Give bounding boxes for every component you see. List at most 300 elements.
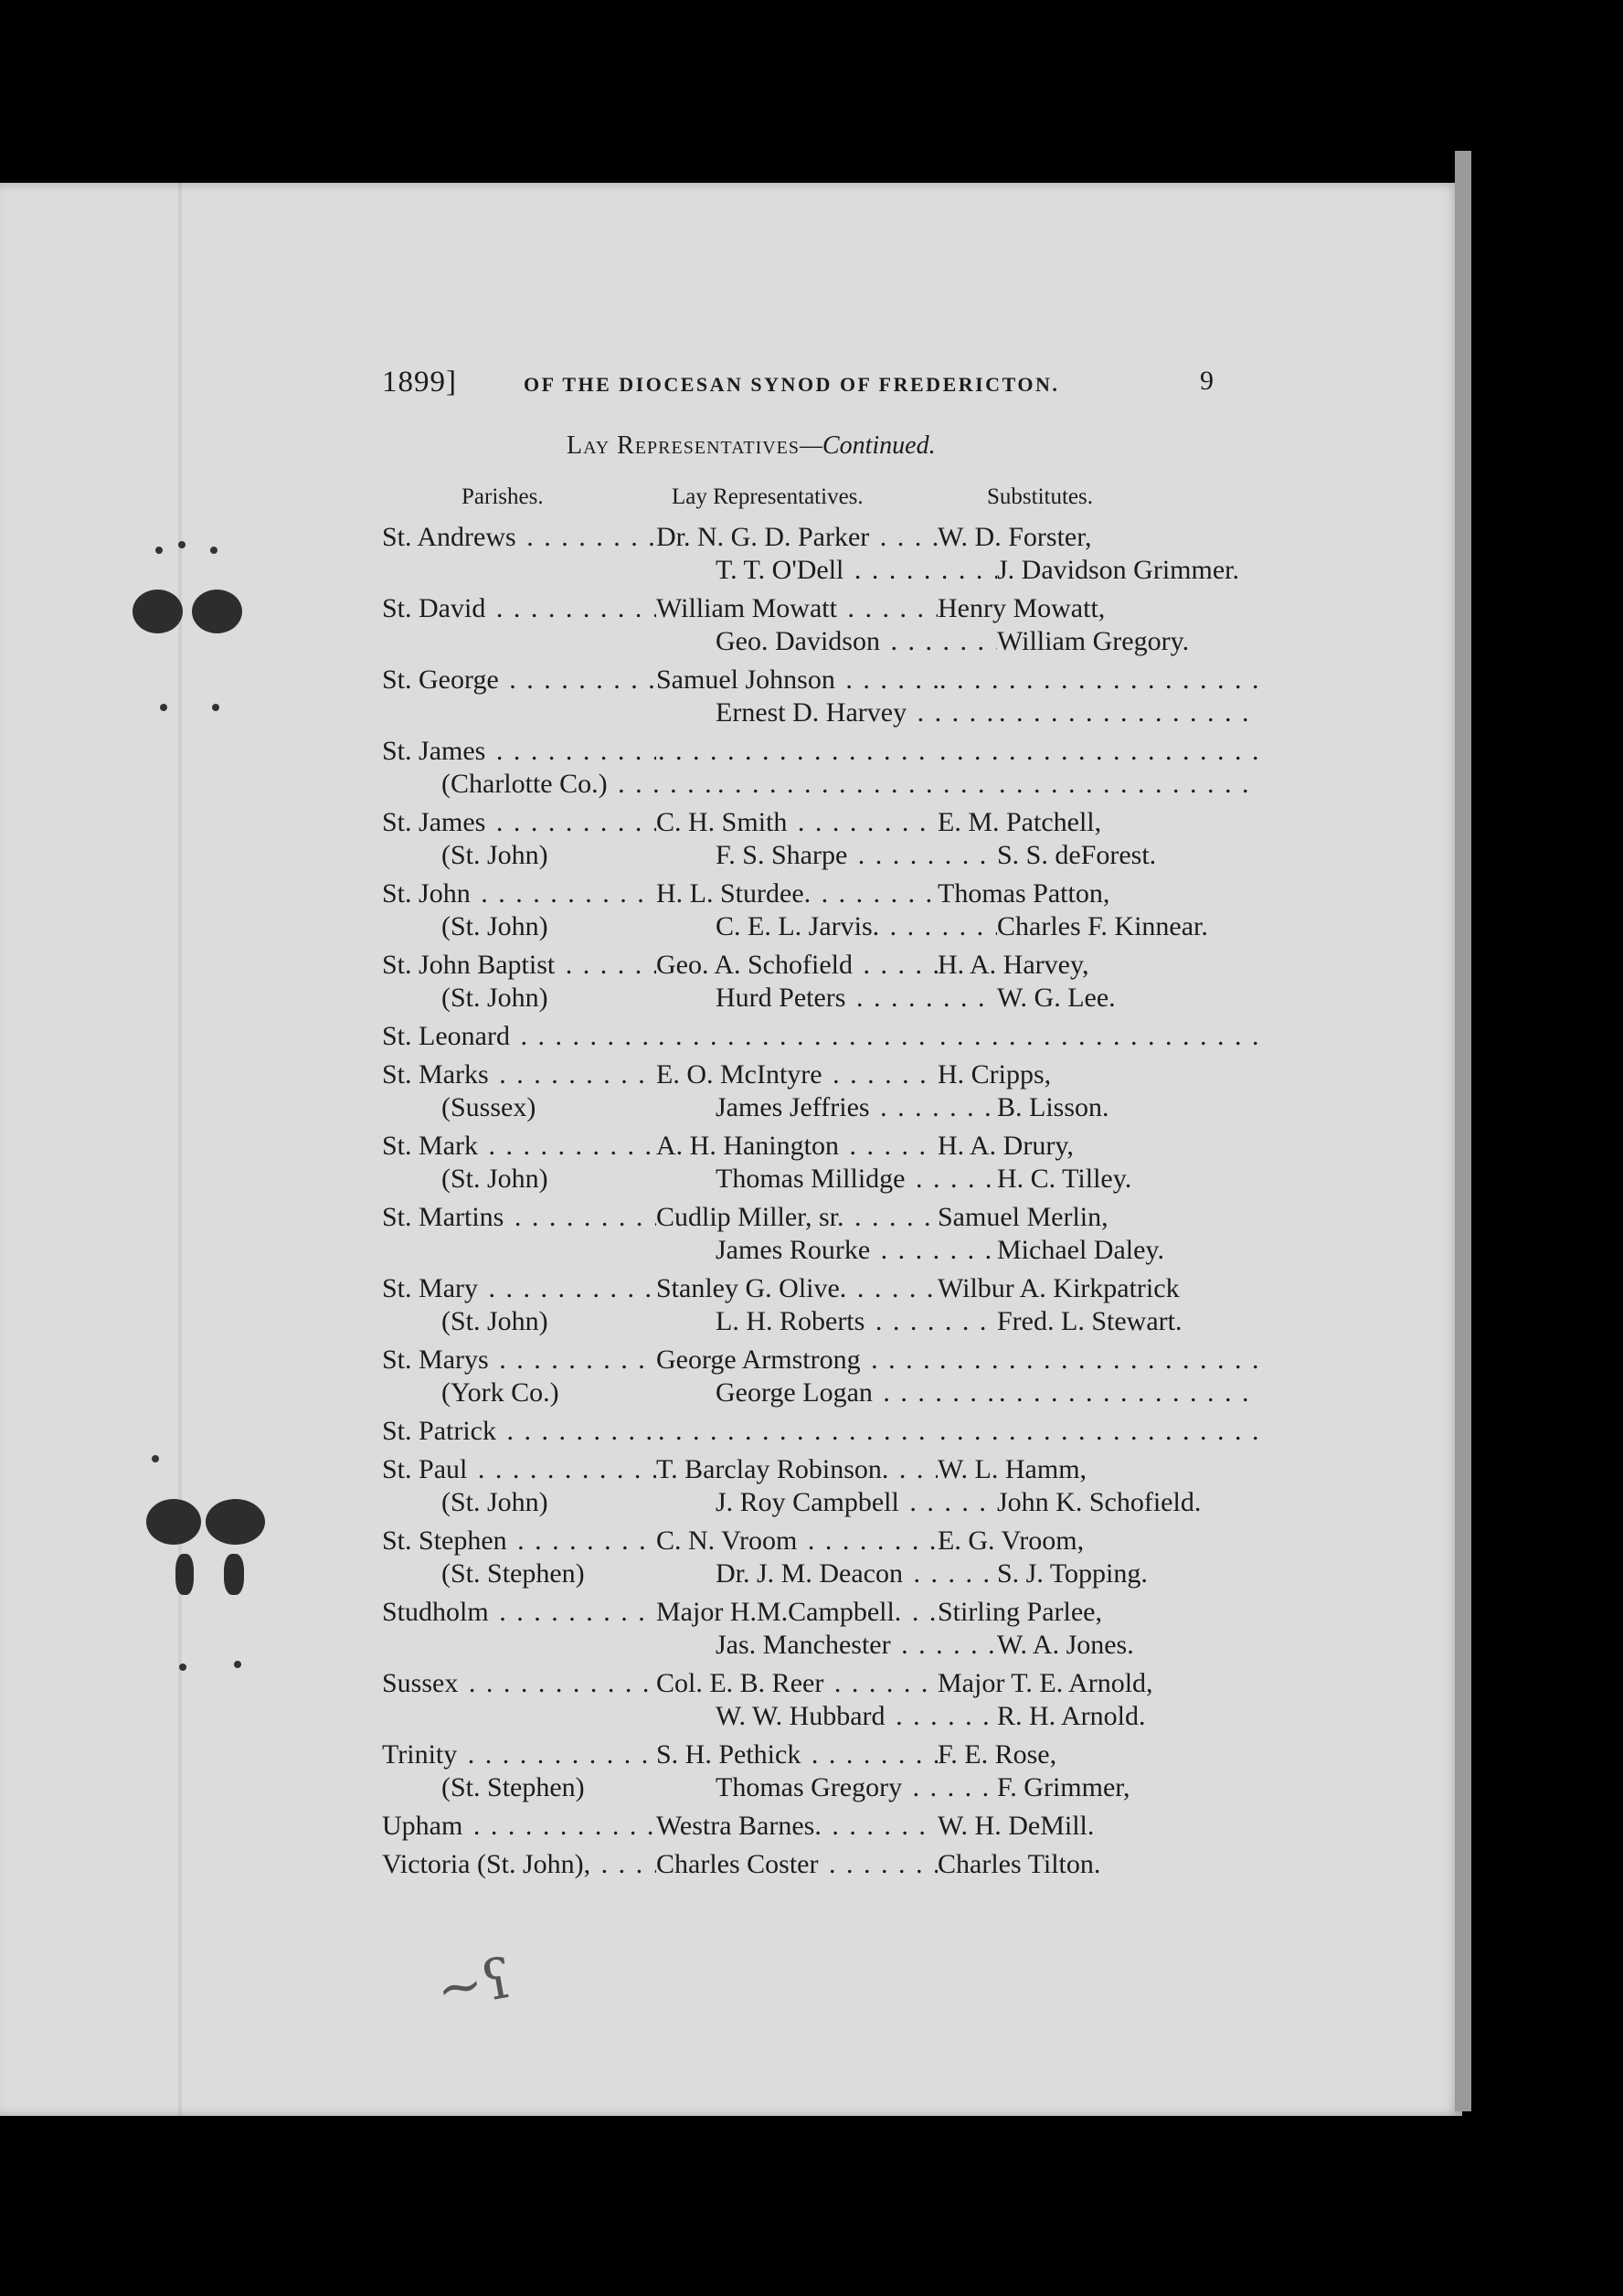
substitute-cell-text: Wilbur A. Kirkpatrick [938, 1273, 1180, 1303]
table-row-line [382, 877, 1259, 910]
table-row-line [382, 521, 1259, 554]
substitute-cell-text [938, 736, 939, 766]
parish-cell [382, 1377, 716, 1409]
substitute-cell-text: R. H. Arnold. [997, 1701, 1146, 1731]
lay-representative-cell [656, 806, 938, 839]
parish-cell-text [441, 697, 443, 728]
lay-representative-cell-text: George Logan [716, 1377, 873, 1408]
substitute-cell [997, 1377, 1259, 1409]
parish-cell-text: St. Patrick [382, 1416, 496, 1446]
table-row-line [382, 1486, 1259, 1519]
parish-cell [382, 1163, 716, 1196]
table-row-line [382, 1771, 1259, 1804]
parish-cell-text: St. James [382, 807, 486, 837]
lay-representative-cell-text: Geo. Davidson [716, 626, 880, 656]
substitute-cell [938, 664, 1259, 696]
lay-representative-cell-text: Stanley G. Olive. [656, 1273, 847, 1303]
substitute-cell-text: Charles F. Kinnear. [997, 911, 1208, 941]
lay-representative-cell [656, 1810, 938, 1843]
parish-cell-text: Victoria (St. John), [382, 1849, 591, 1879]
parish-cell-text: (York Co.) [441, 1377, 559, 1408]
substitute-cell [997, 768, 1259, 801]
lay-representative-cell-text: T. Barclay Robinson. [656, 1454, 889, 1484]
parish-cell-text: St. Mark [382, 1131, 478, 1161]
substitute-cell-text [938, 1345, 939, 1375]
parish-cell [382, 1738, 656, 1771]
lay-representative-cell-text: F. S. Sharpe [716, 840, 848, 870]
lay-representative-cell [656, 1201, 938, 1234]
column-header-substitutes: Substitutes. [987, 484, 1093, 509]
lay-representative-cell-text [716, 769, 717, 799]
substitute-cell-text: H. A. Drury, [938, 1131, 1074, 1161]
page-edge [1455, 151, 1471, 2111]
substitute-cell [997, 696, 1259, 729]
table-row-line [382, 806, 1259, 839]
parish-cell-text: St. Martins [382, 1202, 504, 1232]
table-row-line [382, 1415, 1259, 1448]
parish-cell-text: Sussex [382, 1668, 459, 1698]
lay-representative-cell-text: Col. E. B. Reer [656, 1668, 824, 1698]
parish-cell-text: (St. John) [441, 911, 548, 941]
lay-representative-cell [656, 1596, 938, 1629]
parish-cell [382, 735, 656, 768]
substitute-cell [997, 1557, 1259, 1590]
table-row-line [382, 839, 1259, 872]
lay-representative-cell [656, 592, 938, 625]
parish-cell-text [441, 555, 443, 585]
lay-representative-cell [656, 521, 938, 554]
ink-blot [146, 1499, 201, 1545]
lay-representative-cell-text: H. L. Sturdee. [656, 878, 812, 909]
parish-cell-text: St. Stephen [382, 1525, 507, 1556]
substitute-cell [938, 1738, 1259, 1771]
ink-dot [152, 1455, 159, 1462]
representatives-table [382, 521, 1259, 1887]
ink-blot [192, 590, 242, 633]
lay-representative-cell [716, 982, 997, 1015]
parish-cell-text [441, 1235, 443, 1265]
ink-blot [133, 590, 183, 633]
parish-cell-text: St. John Baptist [382, 950, 556, 980]
substitute-cell [997, 1771, 1259, 1804]
lay-representative-cell-text: Ernest D. Harvey [716, 697, 907, 728]
substitute-cell-text: H. Cripps, [938, 1059, 1052, 1090]
parish-cell [382, 982, 716, 1015]
parish-cell [382, 1091, 716, 1124]
lay-representative-cell [656, 1058, 938, 1091]
parish-cell [382, 877, 656, 910]
substitute-cell-text: S. S. deForest. [997, 840, 1157, 870]
parish-cell [382, 1525, 656, 1557]
lay-representative-cell [656, 1344, 938, 1377]
substitute-cell [997, 910, 1259, 943]
ink-dot [210, 547, 217, 554]
substitute-cell-text [938, 1416, 939, 1446]
substitute-cell-text: W. G. Lee. [997, 983, 1116, 1013]
substitute-cell-text: W. L. Hamm, [938, 1454, 1087, 1484]
lay-representative-cell-text: Major H.M.Campbell. [656, 1597, 902, 1627]
table-row [382, 1130, 1259, 1196]
parish-cell-text: St. Marys [382, 1345, 489, 1375]
lay-representative-cell [716, 1700, 997, 1733]
table-row [382, 592, 1259, 658]
lay-representative-cell [656, 1272, 938, 1305]
lay-representative-cell [656, 949, 938, 982]
table-row [382, 1058, 1259, 1124]
substitute-cell [938, 1848, 1259, 1881]
table-row [382, 521, 1259, 587]
lay-representative-cell [716, 1091, 997, 1124]
table-row-line [382, 1058, 1259, 1091]
substitute-cell-text: Samuel Merlin, [938, 1202, 1109, 1232]
parish-cell-text: St. Leonard [382, 1021, 510, 1051]
substitute-cell-text: E. M. Patchell, [938, 807, 1102, 837]
table-row [382, 1596, 1259, 1662]
parish-cell [382, 1201, 656, 1234]
parish-cell [382, 839, 716, 872]
parish-cell [382, 1272, 656, 1305]
column-header-parishes: Parishes. [461, 484, 544, 509]
substitute-cell-text: Henry Mowatt, [938, 593, 1106, 623]
table-row [382, 806, 1259, 872]
parish-cell [382, 1305, 716, 1338]
lay-representative-cell-text: L. H. Roberts [716, 1306, 865, 1336]
lay-representative-cell-text: Geo. A. Schofield [656, 950, 853, 980]
parish-cell-text: (St. John) [441, 983, 548, 1013]
substitute-cell [997, 839, 1259, 872]
parish-cell [382, 1344, 656, 1377]
parish-cell [382, 696, 716, 729]
lay-representative-cell [716, 839, 997, 872]
header-title: OF THE DIOCESAN SYNOD OF FREDERICTON. [524, 373, 1060, 396]
substitute-cell-text: F. Grimmer, [997, 1772, 1130, 1802]
table-row-line [382, 1130, 1259, 1163]
parish-cell-text: (St. John) [441, 1487, 548, 1517]
parish-cell [382, 1486, 716, 1519]
table-row-line [382, 1667, 1259, 1700]
section-title [567, 431, 936, 461]
lay-representative-cell-text: C. H. Smith [656, 807, 788, 837]
page-fold [178, 183, 182, 2116]
parish-cell-text: (St. John) [441, 840, 548, 870]
table-row-line [382, 768, 1259, 801]
substitute-cell [938, 1020, 1259, 1053]
running-head [382, 366, 1214, 406]
table-row-line [382, 1305, 1259, 1338]
lay-representative-cell [716, 1163, 997, 1196]
section-title-continued: —Continued. [800, 431, 936, 460]
substitute-cell [997, 1629, 1259, 1662]
table-row-line [382, 735, 1259, 768]
table-row [382, 1810, 1259, 1843]
substitute-cell [938, 735, 1259, 768]
lay-representative-cell-text: Thomas Gregory [716, 1772, 903, 1802]
ink-dot [234, 1661, 241, 1668]
parish-cell [382, 1848, 656, 1881]
substitute-cell [938, 949, 1259, 982]
lay-representative-cell [716, 1629, 997, 1662]
table-row-line [382, 1700, 1259, 1733]
lay-representative-cell [656, 1848, 938, 1881]
table-row-line [382, 1596, 1259, 1629]
lay-representative-cell [716, 1557, 997, 1590]
lay-representative-cell [656, 664, 938, 696]
ink-dot [160, 704, 167, 711]
parish-cell-text: St. George [382, 664, 499, 695]
substitute-cell [997, 554, 1259, 587]
table-row-line [382, 982, 1259, 1015]
table-row-line [382, 949, 1259, 982]
parish-cell-text: (St. Stephen) [441, 1558, 585, 1589]
substitute-cell-text: J. Davidson Grimmer. [997, 555, 1239, 585]
table-row [382, 735, 1259, 801]
parish-cell [382, 910, 716, 943]
table-row [382, 1201, 1259, 1267]
lay-representative-cell [656, 1738, 938, 1771]
lay-representative-cell-text: Westra Barnes. [656, 1811, 822, 1841]
lay-representative-cell-text [656, 1416, 658, 1446]
parish-cell-text: St. James [382, 736, 486, 766]
parish-cell-text: St. Marks [382, 1059, 489, 1090]
substitute-cell [997, 982, 1259, 1015]
lay-representative-cell [656, 1525, 938, 1557]
substitute-cell [938, 1201, 1259, 1234]
parish-cell [382, 1058, 656, 1091]
table-row-line [382, 910, 1259, 943]
lay-representative-cell [716, 1234, 997, 1267]
table-row [382, 1344, 1259, 1409]
lay-representative-cell-text: Hurd Peters [716, 983, 846, 1013]
table-row [382, 1848, 1259, 1881]
substitute-cell [997, 1305, 1259, 1338]
table-row-line [382, 1091, 1259, 1124]
lay-representative-cell [716, 625, 997, 658]
table-row-line [382, 1234, 1259, 1267]
substitute-cell [938, 1525, 1259, 1557]
lay-representative-cell-text: George Armstrong [656, 1345, 861, 1375]
lay-representative-cell [656, 1453, 938, 1486]
substitute-cell-text: Charles Tilton. [938, 1849, 1101, 1879]
parish-cell [382, 592, 656, 625]
lay-representative-cell [716, 1486, 997, 1519]
parish-cell-text: St. David [382, 593, 486, 623]
parish-cell-text [441, 626, 443, 656]
table-row-line [382, 664, 1259, 696]
lay-representative-cell [656, 1667, 938, 1700]
substitute-cell [938, 1058, 1259, 1091]
parish-cell [382, 554, 716, 587]
parish-cell [382, 806, 656, 839]
ink-dot [179, 1664, 186, 1671]
lay-representative-cell-text: Charles Coster [656, 1849, 819, 1879]
substitute-cell [938, 1344, 1259, 1377]
substitute-cell-text [997, 697, 999, 728]
parish-cell [382, 521, 656, 554]
lay-representative-cell [656, 735, 938, 768]
parish-cell-text: St. Andrews [382, 522, 516, 552]
substitute-cell-text: Michael Daley. [997, 1235, 1164, 1265]
parish-cell [382, 1700, 716, 1733]
table-row-line [382, 554, 1259, 587]
lay-representative-cell-text: William Mowatt [656, 593, 837, 623]
substitute-cell-text: Thomas Patton, [938, 878, 1110, 909]
ink-dot [212, 704, 219, 711]
parish-cell-text: St. John [382, 878, 471, 909]
substitute-cell [938, 521, 1259, 554]
lay-representative-cell-text: E. O. McIntyre [656, 1059, 822, 1090]
lay-representative-cell-text: A. H. Hanington [656, 1131, 839, 1161]
parish-cell [382, 664, 656, 696]
lay-representative-cell-text: James Jeffries [716, 1092, 870, 1122]
table-row [382, 1020, 1259, 1053]
ink-blot [206, 1499, 265, 1545]
parish-cell [382, 1557, 716, 1590]
table-row-line [382, 1557, 1259, 1590]
substitute-cell [997, 1234, 1259, 1267]
substitute-cell [938, 1453, 1259, 1486]
lay-representative-cell [656, 877, 938, 910]
substitute-cell-text: S. J. Topping. [997, 1558, 1148, 1589]
parish-cell-text: (St. John) [441, 1164, 548, 1194]
substitute-cell-text [997, 1377, 999, 1408]
parish-cell-text [441, 1701, 443, 1731]
parish-cell-text: (Charlotte Co.) [441, 769, 608, 799]
lay-representative-cell-text: J. Roy Campbell [716, 1487, 899, 1517]
substitute-cell-text: John K. Schofield. [997, 1487, 1202, 1517]
table-row-line [382, 592, 1259, 625]
table-row-line [382, 696, 1259, 729]
table-row-line [382, 1020, 1259, 1053]
substitute-cell [997, 1486, 1259, 1519]
substitute-cell-text: B. Lisson. [997, 1092, 1109, 1122]
parish-cell [382, 1234, 716, 1267]
lay-representative-cell [716, 910, 997, 943]
pencil-scribble: ~ʕ [431, 1946, 517, 2023]
table-row-line [382, 1344, 1259, 1377]
lay-representative-cell [656, 1020, 938, 1053]
parish-cell [382, 625, 716, 658]
ink-dot [178, 541, 186, 548]
substitute-cell [938, 592, 1259, 625]
lay-representative-cell-text: W. W. Hubbard [716, 1701, 886, 1731]
substitute-cell-text: Fred. L. Stewart. [997, 1306, 1183, 1336]
parish-cell [382, 768, 716, 801]
parish-cell [382, 1629, 716, 1662]
lay-representative-cell-text: S. H. Pethick [656, 1739, 801, 1770]
lay-representative-cell [716, 554, 997, 587]
substitute-cell-text [997, 769, 999, 799]
substitute-cell-text: William Gregory. [997, 626, 1190, 656]
table-row-line [382, 1272, 1259, 1305]
table-row [382, 664, 1259, 729]
table-row-line [382, 1525, 1259, 1557]
substitute-cell-text: H. C. Tilley. [997, 1164, 1132, 1194]
substitute-cell-text: W. D. Forster, [938, 522, 1092, 552]
table-row [382, 1525, 1259, 1590]
lay-representative-cell [716, 1305, 997, 1338]
lay-representative-cell-text: Dr. J. M. Deacon [716, 1558, 903, 1589]
ink-dot [155, 547, 163, 554]
lay-representative-cell [656, 1415, 938, 1448]
substitute-cell-text: W. A. Jones. [997, 1630, 1134, 1660]
lay-representative-cell-text: C. N. Vroom [656, 1525, 798, 1556]
parish-cell-text: (St. Stephen) [441, 1772, 585, 1802]
table-row [382, 1415, 1259, 1448]
substitute-cell [938, 1667, 1259, 1700]
table-row-line [382, 1453, 1259, 1486]
substitute-cell [938, 877, 1259, 910]
substitute-cell-text: F. E. Rose, [938, 1739, 1057, 1770]
parish-cell [382, 949, 656, 982]
parish-cell-text: St. Paul [382, 1454, 468, 1484]
table-row [382, 949, 1259, 1015]
substitute-cell [938, 1810, 1259, 1843]
parish-cell [382, 1771, 716, 1804]
substitute-cell-text: H. A. Harvey, [938, 950, 1089, 980]
section-title-main: Lay Representatives [567, 431, 801, 460]
lay-representative-cell [716, 696, 997, 729]
substitute-cell [997, 1163, 1259, 1196]
lay-representative-cell-text: C. E. L. Jarvis. [716, 911, 880, 941]
lay-representative-cell [716, 768, 997, 801]
substitute-cell [997, 1700, 1259, 1733]
table-row-line [382, 1201, 1259, 1234]
parish-cell-text: Trinity [382, 1739, 458, 1770]
header-year: 1899] [382, 366, 457, 399]
lay-representative-cell-text: Dr. N. G. D. Parker [656, 522, 870, 552]
substitute-cell-text [938, 664, 939, 695]
parish-cell [382, 1130, 656, 1163]
parish-cell [382, 1810, 656, 1843]
parish-cell-text: (Sussex) [441, 1092, 536, 1122]
parish-cell [382, 1453, 656, 1486]
lay-representative-cell-text: Jas. Manchester [716, 1630, 891, 1660]
substitute-cell [938, 1596, 1259, 1629]
parish-cell [382, 1596, 656, 1629]
substitute-cell [938, 1130, 1259, 1163]
substitute-cell [997, 625, 1259, 658]
table-row-line [382, 1810, 1259, 1843]
parish-cell-text: St. Mary [382, 1273, 478, 1303]
lay-representative-cell-text: Cudlip Miller, sr. [656, 1202, 844, 1232]
parish-cell-text: Studholm [382, 1597, 489, 1627]
lay-representative-cell [716, 1771, 997, 1804]
table-row-line [382, 1848, 1259, 1881]
lay-representative-cell [716, 1377, 997, 1409]
ink-blot [175, 1554, 194, 1595]
substitute-cell-text: Major T. E. Arnold, [938, 1668, 1153, 1698]
page-number: 9 [1200, 366, 1214, 396]
substitute-cell-text [938, 1021, 939, 1051]
lay-representative-cell-text: Samuel Johnson [656, 664, 835, 695]
lay-representative-cell-text: T. T. O'Dell [716, 555, 844, 585]
parish-cell-text: (St. John) [441, 1306, 548, 1336]
table-row-line [382, 1629, 1259, 1662]
table-row [382, 1667, 1259, 1733]
ink-blot [224, 1554, 244, 1595]
substitute-cell [938, 1272, 1259, 1305]
table-row [382, 1272, 1259, 1338]
table-row-line [382, 1377, 1259, 1409]
substitute-cell-text: E. G. Vroom, [938, 1525, 1085, 1556]
column-header-lay-representatives: Lay Representatives. [672, 484, 864, 509]
table-row [382, 1453, 1259, 1519]
lay-representative-cell-text: James Rourke [716, 1235, 871, 1265]
table-row [382, 1738, 1259, 1804]
substitute-cell [938, 1415, 1259, 1448]
substitute-cell-text: W. H. DeMill. [938, 1811, 1095, 1841]
lay-representative-cell [656, 1130, 938, 1163]
